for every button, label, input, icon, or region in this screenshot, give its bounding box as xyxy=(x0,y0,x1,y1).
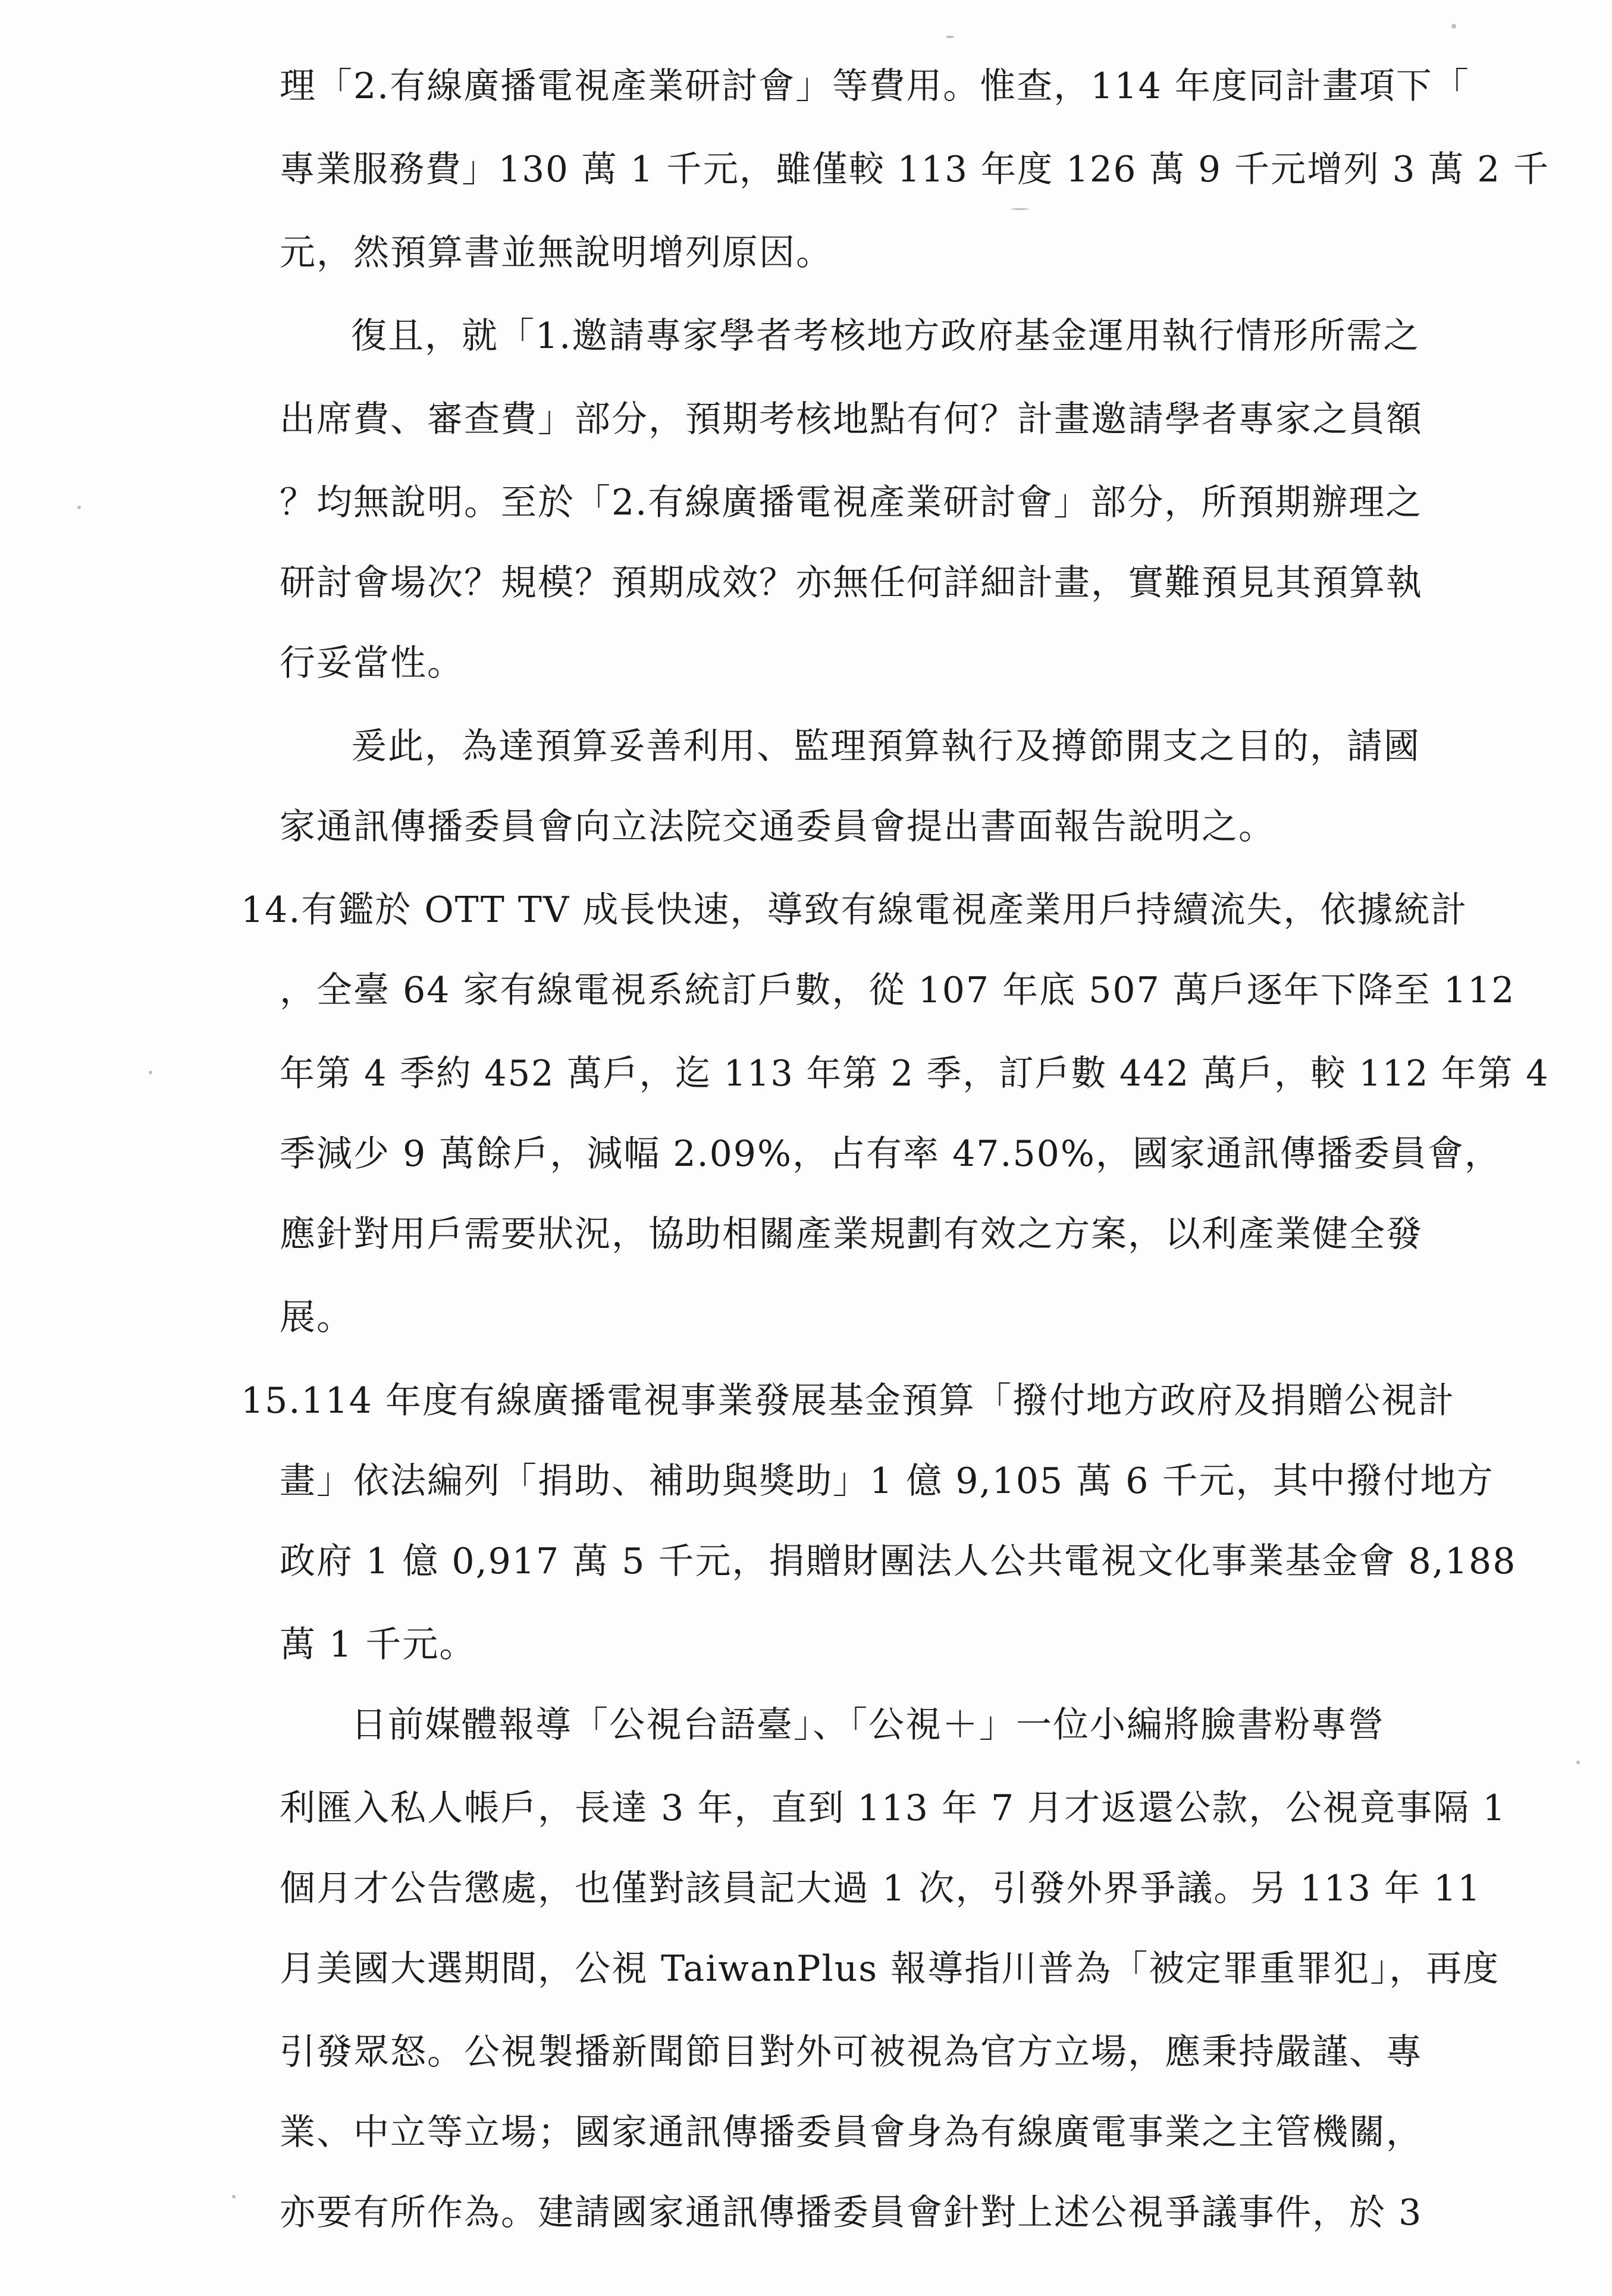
text-line: 年第 4 季約 452 萬戶，迄 113 年第 2 季，訂戶數 442 萬戶，較 112 年第 4 xyxy=(280,1053,1550,1094)
item-14-heading-line: 14.有鑑於 OTT TV 成長快速，導致有線電視產業用戶持續流失，依據統計 xyxy=(241,889,1468,931)
text-line: 畫」依法編列「捐助、補助與獎助」1 億 9,105 萬 6 千元，其中撥付地方 xyxy=(280,1460,1494,1502)
text-line: 專業服務費」130 萬 1 千元，雖僅較 113 年度 126 萬 9 千元增列 3 萬 2 千 xyxy=(280,149,1550,190)
scan-speck xyxy=(77,506,81,509)
text-line: ，全臺 64 家有線電視系統訂戶數，從 107 年底 507 萬戶逐年下降至 112 xyxy=(280,970,1516,1011)
scan-speck xyxy=(232,2195,236,2198)
text-line: 政府 1 億 0,917 萬 5 千元，捐贈財團法人公共電視文化事業基金會 8,188 xyxy=(280,1541,1517,1582)
text-line: 理「2.有線廣播電視產業研討會」等費用。惟查，114 年度同計畫項下「 xyxy=(280,65,1470,107)
text-line: 萬 1 千元。 xyxy=(280,1624,476,1665)
text-line: 出席費、審查費」部分，預期考核地點有何？計畫邀請學者專家之員額 xyxy=(280,399,1423,440)
text-line: 季減少 9 萬餘戶，減幅 2.09%，占有率 47.50%，國家通訊傳播委員會， xyxy=(280,1133,1501,1175)
text-line: 引發眾怒。公視製播新聞節目對外可被視為官方立場，應秉持嚴謹、專 xyxy=(280,2031,1423,2073)
text-line: 展。 xyxy=(280,1297,353,1338)
scan-speck xyxy=(946,36,954,38)
paragraph-first-line: 日前媒體報導「公視台語臺」、「公視＋」一位小編將臉書粉專營 xyxy=(351,1704,1385,1746)
text-line: 業、中立等立場；國家通訊傳播委員會身為有線廣電事業之主管機關， xyxy=(280,2112,1423,2153)
text-line: 元，然預算書並無說明增列原因。 xyxy=(280,232,833,274)
text-line: 行妥當性。 xyxy=(280,642,464,684)
text-line: ？均無說明。至於「2.有線廣播電視產業研討會」部分，所預期辦理之 xyxy=(280,482,1423,523)
scan-speck xyxy=(149,1071,152,1074)
text-line: 家通訊傳播委員會向立法院交通委員會提出書面報告說明之。 xyxy=(280,806,1275,848)
text-line: 應針對用戶需要狀況，協助相關產業規劃有效之方案，以利產業健全發 xyxy=(280,1213,1423,1255)
scan-speck xyxy=(1576,1761,1580,1764)
text-line: 亦要有所作為。建請國家通訊傳播委員會針對上述公視爭議事件，於 3 xyxy=(280,2192,1423,2234)
paragraph-first-line: 爰此，為達預算妥善利用、監理預算執行及撙節開支之目的，請國 xyxy=(351,726,1420,767)
paragraph-first-line: 復且，就「1.邀請專家學者考核地方政府基金運用執行情形所需之 xyxy=(351,315,1420,357)
text-line: 個月才公告懲處，也僅對該員記大過 1 次，引發外界爭議。另 113 年 11 xyxy=(280,1868,1482,1909)
text-line: 利匯入私人帳戶，長達 3 年，直到 113 年 7 月才返還公款，公視竟事隔 1 xyxy=(280,1787,1507,1829)
text-line: 研討會場次？規模？預期成效？亦無任何詳細計畫，實難預見其預算執 xyxy=(280,562,1423,604)
scan-speck xyxy=(1011,208,1029,210)
scan-speck xyxy=(1451,24,1456,29)
item-15-heading-line: 15.114 年度有線廣播電視事業發展基金預算「撥付地方政府及捐贈公視計 xyxy=(241,1380,1456,1422)
text-line: 月美國大選期間，公視 TaiwanPlus 報導指川普為「被定罪重罪犯」，再度 xyxy=(280,1948,1500,1990)
